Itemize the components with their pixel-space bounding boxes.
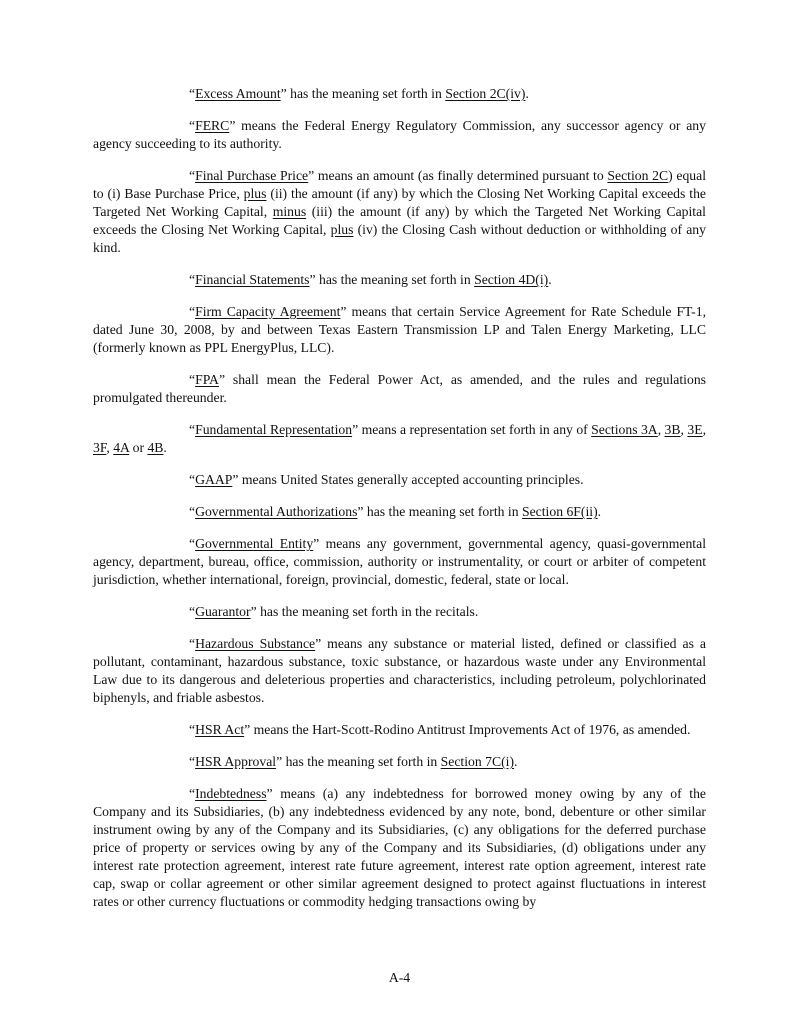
paragraph-text: ” means the Federal Energy Regulatory Commission, any successor agency or any agency succeeding to its authority. [93, 118, 706, 151]
definition-paragraph [93, 785, 706, 911]
defined-term-or-reference: Hazardous Substance [195, 636, 316, 651]
paragraph-text: , [680, 422, 688, 437]
definition-paragraph [93, 117, 706, 153]
paragraph-text: ” has the meaning set forth in the recitals. [250, 604, 479, 619]
defined-term-or-reference: 3F [93, 440, 107, 455]
defined-term-or-reference: minus [272, 204, 307, 219]
paragraph-text: “ [189, 304, 196, 319]
paragraph-text: or [129, 440, 148, 455]
paragraph-text: “ [189, 636, 196, 651]
definition-paragraph [93, 503, 706, 521]
paragraph-text: ) equal to (i) Base Purchase Price, [93, 168, 707, 201]
paragraph-text: . [514, 754, 518, 769]
paragraph-text: ” means (a) any indebtedness for borrowed money owing by any of the Company and its Subsidiaries, (b) any indebtedness evidenced by any note, bond, debenture or other similar instrument owing by any of the Company and its Subsidiaries, (c) any obligations for the deferred purchase price of property or services owing by any of the Company and its Subsidiaries, (d) obligations under any interest rate protection agreement, interest rate future agreement, interest rate option agreement, interest rate cap, swap or collar agreement or other similar agreement designed to protect against fluctuations in interest rates or other currency fluctuations or commodity hedging transactions owing by [93, 786, 706, 909]
defined-term-or-reference: Fundamental Representation [195, 422, 353, 437]
paragraph-text: “ [189, 786, 196, 801]
defined-term-or-reference: Governmental Entity [195, 536, 314, 551]
defined-term-or-reference: Section 2C(iv) [445, 86, 526, 101]
paragraph-text: “ [189, 504, 196, 519]
defined-term-or-reference: HSR Act [195, 722, 245, 737]
defined-term-or-reference: 3E [687, 422, 703, 437]
defined-term-or-reference: Guarantor [195, 604, 251, 619]
defined-term-or-reference: Excess Amount [195, 86, 281, 101]
definition-paragraph [93, 603, 706, 621]
paragraph-text: . [597, 504, 602, 519]
defined-term-or-reference: FERC [195, 118, 230, 133]
paragraph-text: “ [189, 272, 196, 287]
paragraph-text: . [525, 86, 529, 101]
paragraph-text: “ [189, 472, 196, 487]
defined-term-or-reference: Section 2C [607, 168, 669, 183]
defined-term-or-reference: plus [330, 222, 354, 237]
paragraph-text: ” means United States generally accepted accounting principles. [232, 472, 584, 487]
definition-paragraph [93, 303, 706, 357]
paragraph-text: “ [189, 754, 196, 769]
paragraph-text: ” has the meaning set forth in [309, 272, 475, 287]
definition-paragraph [93, 535, 706, 589]
definition-paragraph [93, 85, 706, 103]
definition-paragraph [93, 471, 706, 489]
paragraph-text: “ [189, 86, 196, 101]
defined-term-or-reference: Indebtedness [195, 786, 267, 801]
definition-paragraph [93, 635, 706, 707]
definition-paragraph [93, 753, 706, 771]
paragraph-text: ” means any substance or material listed, defined or classified as a pollutant, contaminant, hazardous substance, toxic substance, or hazardous waste under any Environmental Law due to its dangerous and deleterious properties and characteristics, including petroleum, polychlorinated biphenyls, and friable asbestos. [93, 636, 706, 705]
paragraph-text: ” has the meaning set forth in [280, 86, 446, 101]
defined-term-or-reference: Section 7C(i) [440, 754, 515, 769]
defined-term-or-reference: Sections 3A [591, 422, 658, 437]
paragraph-text: “ [189, 372, 196, 387]
paragraph-text: , [657, 422, 665, 437]
definition-paragraph [93, 421, 706, 457]
defined-term-or-reference: 3B [664, 422, 681, 437]
paragraph-text: ” means any government, governmental agency, quasi-governmental agency, department, bureau, office, commission, authority or instrumentality, or court or arbiter of competent jurisdiction, whether international, foreign, provincial, domestic, federal, state or local. [93, 536, 706, 587]
defined-term-or-reference: Firm Capacity Agreement [195, 304, 341, 319]
paragraph-text: ” shall mean the Federal Power Act, as amended, and the rules and regulations promulgated thereunder. [93, 372, 706, 405]
paragraph-text: . [163, 440, 167, 455]
page-number: A-4 [388, 970, 411, 985]
paragraph-text: “ [189, 604, 196, 619]
paragraph-text: “ [189, 536, 196, 551]
paragraph-text: ” means the Hart-Scott-Rodino Antitrust Improvements Act of 1976, as amended. [244, 722, 691, 737]
paragraph-text: , [702, 422, 707, 437]
paragraph-text: ” has the meaning set forth in [357, 504, 522, 519]
paragraph-text: (iv) the Closing Cash without deduction or withholding of any kind. [93, 222, 706, 255]
paragraph-text: “ [189, 722, 196, 737]
definition-paragraph [93, 167, 706, 257]
paragraph-text: , [106, 440, 114, 455]
paragraph-text: ” means that certain Service Agreement for Rate Schedule FT-1, dated June 30, 2008, by and between Texas Eastern Transmission LP and Talen Energy Marketing, LLC (formerly known as PPL EnergyPlus, LLC). [93, 304, 706, 355]
paragraph-text: ” has the meaning set forth in [276, 754, 441, 769]
paragraph-text: “ [189, 422, 196, 437]
defined-term-or-reference: 4B [147, 440, 164, 455]
definition-paragraph [93, 271, 706, 289]
defined-term-or-reference: Financial Statements [195, 272, 310, 287]
defined-term-or-reference: FPA [195, 372, 219, 387]
defined-term-or-reference: GAAP [195, 472, 233, 487]
definition-paragraph [93, 371, 706, 407]
defined-term-or-reference: Section 6F(ii) [521, 504, 598, 519]
definition-paragraph [93, 721, 706, 739]
paragraph-text: ” means a representation set forth in any of [352, 422, 592, 437]
defined-term-or-reference: HSR Approval [195, 754, 277, 769]
defined-term-or-reference: 4A [113, 440, 130, 455]
paragraph-text: ” means an amount (as finally determined pursuant to [308, 168, 608, 183]
paragraph-text: “ [189, 168, 196, 183]
paragraph-text: . [548, 272, 552, 287]
defined-term-or-reference: Governmental Authorizations [195, 504, 358, 519]
defined-term-or-reference: Final Purchase Price [195, 168, 309, 183]
document-body [93, 85, 706, 925]
defined-term-or-reference: plus [243, 186, 267, 201]
paragraph-text: (iii) the amount (if any) by which the Targeted Net Working Capital exceeds the Closing Net Working Capital, [93, 204, 706, 237]
defined-term-or-reference: Section 4D(i) [474, 272, 549, 287]
paragraph-text: (ii) the amount (if any) by which the Closing Net Working Capital exceeds the Targeted Net Working Capital, [93, 186, 706, 219]
paragraph-text: “ [189, 118, 196, 133]
